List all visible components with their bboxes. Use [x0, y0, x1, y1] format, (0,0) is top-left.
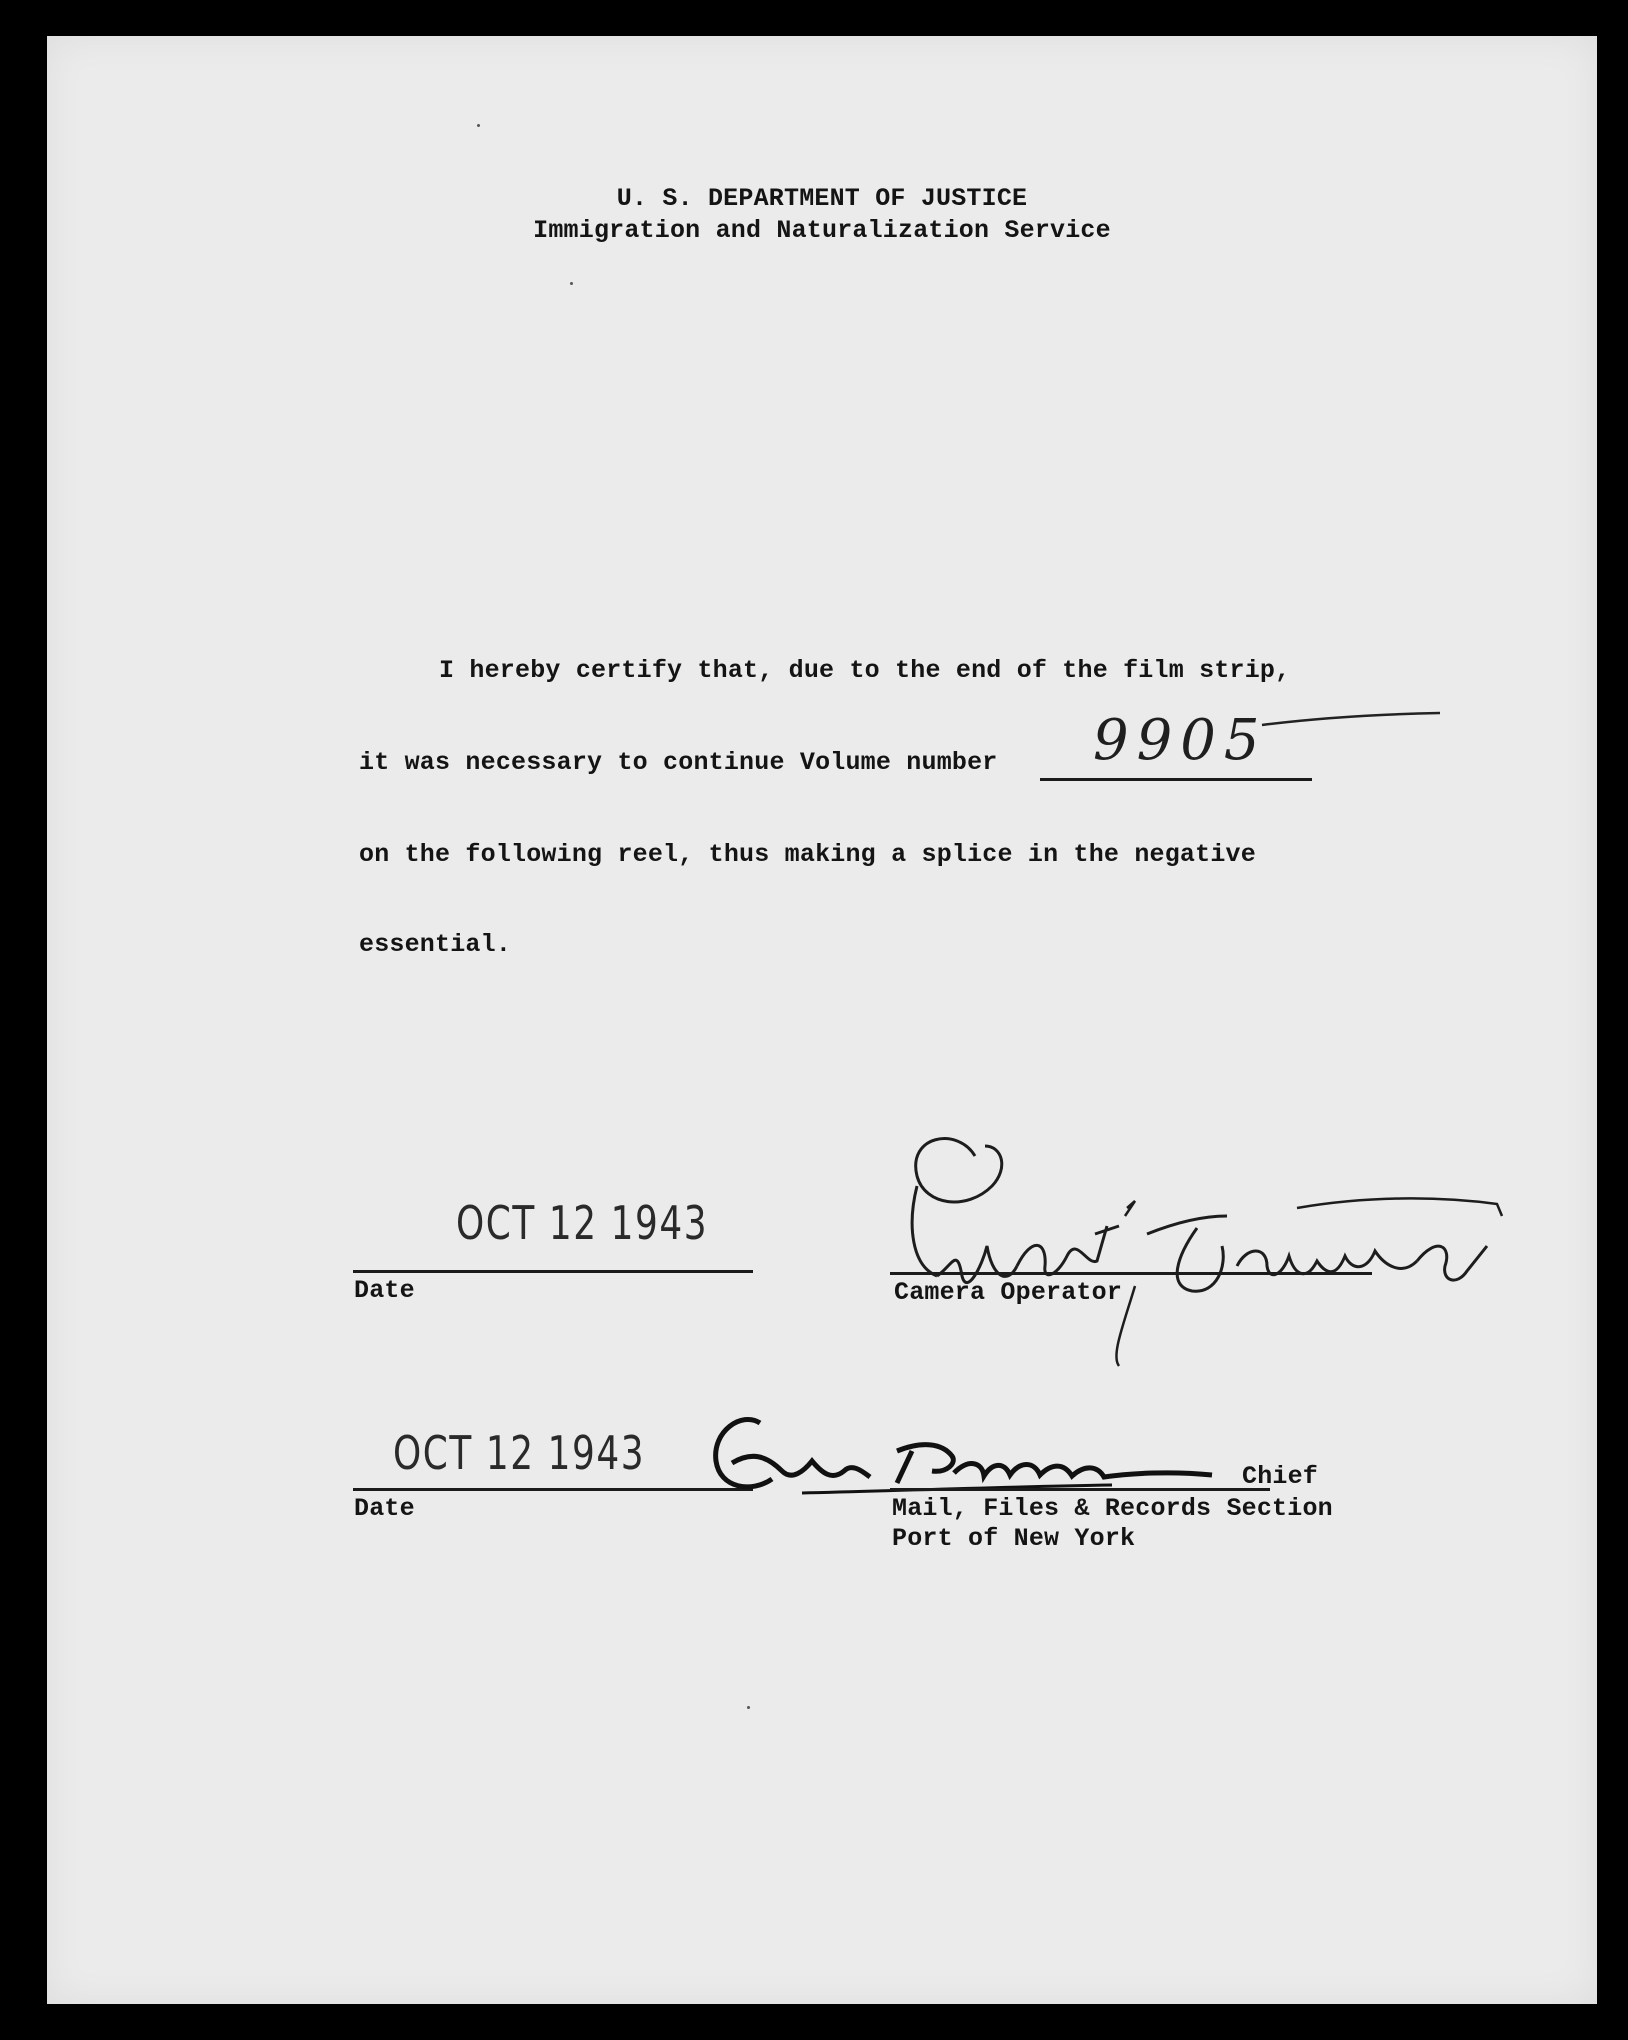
camera-operator-label: Camera Operator: [894, 1278, 1123, 1307]
operator-date-stamp: OCT 12 1943: [456, 1196, 709, 1250]
chief-office-location: Port of New York: [892, 1524, 1136, 1553]
chief-section-title: Mail, Files & Records Section: [892, 1494, 1333, 1523]
chief-signature-rule: [890, 1488, 1270, 1491]
volume-underline-stroke: [1262, 711, 1442, 731]
chief-date-stamp: OCT 12 1943: [393, 1426, 646, 1480]
operator-date-rule: [353, 1270, 753, 1273]
operator-date-label: Date: [354, 1276, 415, 1305]
chief-title: Chief: [1242, 1462, 1319, 1491]
paper-speck: [747, 1706, 750, 1709]
certification-line-3: on the following reel, thus making a splice in the negative: [359, 840, 1256, 869]
service-heading: Immigration and Naturalization Service: [533, 216, 1111, 245]
paper-speck: [477, 124, 480, 127]
volume-number-rule: [1040, 778, 1312, 781]
chief-date-label: Date: [354, 1494, 415, 1523]
certification-line-1: I hereby certify that, due to the end of the film strip,: [439, 656, 1291, 685]
certification-line-4: essential.: [359, 930, 512, 959]
certification-line-2: it was necessary to continue Volume number: [359, 748, 998, 777]
camera-operator-signature: [897, 1116, 1517, 1376]
department-heading: U. S. DEPARTMENT OF JUSTICE: [616, 184, 1028, 213]
document-page: [47, 36, 1597, 2004]
paper-speck: [570, 282, 573, 285]
operator-signature-rule: [890, 1272, 1372, 1275]
volume-number-handwritten: 9905: [1093, 708, 1268, 773]
